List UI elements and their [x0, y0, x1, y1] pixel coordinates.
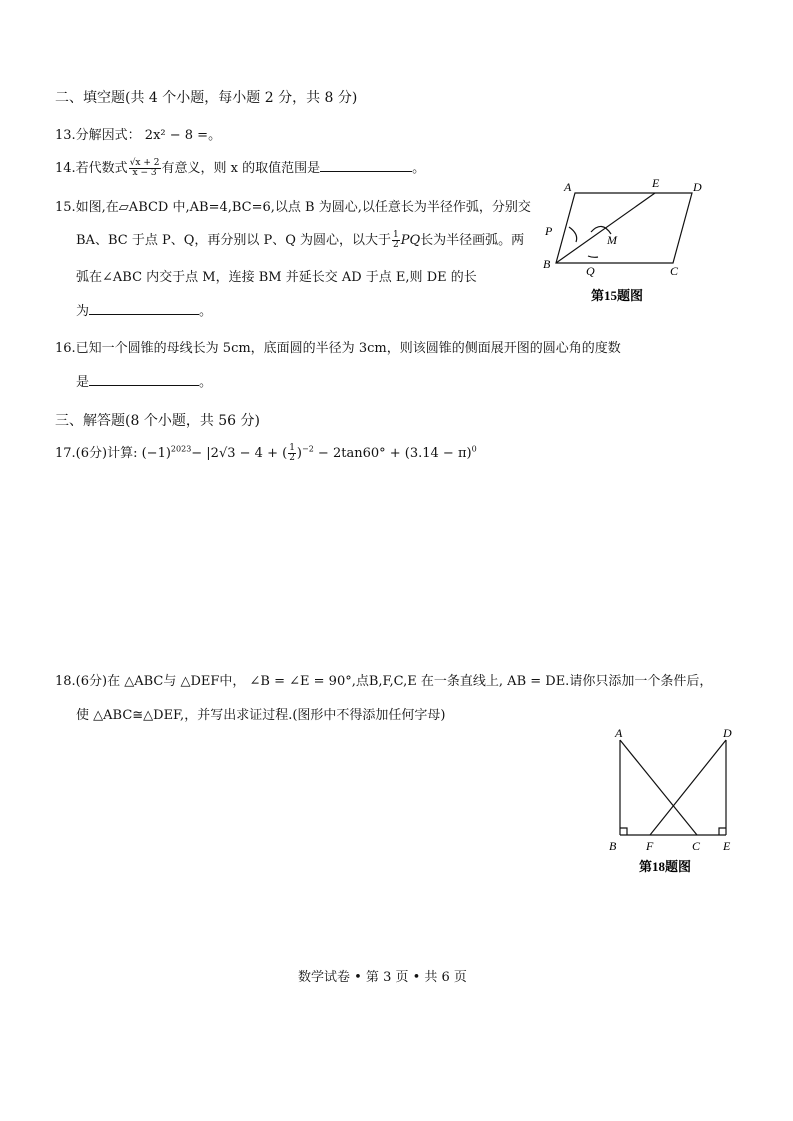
question-15-line-2-text: BA、BC 于点 P、Q，再分别以 P、Q 为圆心，以大于 [76, 233, 392, 248]
arc-at-q [588, 256, 598, 257]
label-b: B [543, 257, 551, 271]
fraction-denominator: x − 3 [132, 168, 157, 178]
label-p: P [545, 224, 553, 238]
fraction-numerator: 1 [393, 230, 399, 240]
question-15-line-2-tail: 长为半径画弧。两 [420, 233, 525, 248]
figure-18-caption: 第18题图 [639, 859, 692, 874]
question-17-label: 17.(6分)计算: [55, 446, 142, 461]
question-16-line-2 [76, 371, 212, 390]
segment-ac [620, 740, 697, 835]
question-16-line-2-text: 是 [76, 375, 90, 390]
question-15-line-2 [76, 229, 524, 250]
label-q: Q [586, 264, 595, 278]
answer-blank-14 [320, 157, 412, 172]
label-d: D [693, 180, 702, 194]
fraction-numerator: 1 [289, 443, 295, 453]
question-17: 17.(6分)计算: $(-1)^{2023}- |2√3 - 4$ + ( $\frac{1}{2}$ )$^{-2} - 2\tan 60^\circ + (3.14 - \pi)^0$ [55, 443, 477, 463]
question-15-end: 。 [199, 304, 213, 319]
section-2-title: 二、填空题(共 4 个小题，每小题 2 分，共 8 分) [55, 90, 358, 106]
question-15-line-1: 15.如图,在▱ABCD 中,AB=4,BC=6,以点 B 为圆心,以任意长为半径作弧，分别交 [55, 200, 531, 215]
question-16-line-1: 16.已知一个圆锥的母线长为 5cm，底面圆的半径为 3cm，则该圆锥的侧面展开图的圆心角的度数 [55, 341, 621, 356]
expr-abs: − |2√3 − 4 + [191, 446, 283, 461]
label-b: B [609, 839, 617, 853]
label-a: A [615, 726, 623, 740]
half-fraction [392, 231, 400, 250]
question-14-fraction [129, 159, 161, 178]
right-angle-e [719, 828, 726, 835]
label-m: M [607, 233, 617, 247]
parallelogram-abcd [556, 193, 692, 263]
answer-blank-15 [89, 300, 199, 315]
question-14-end: 。 [412, 161, 426, 176]
question-14-prefix: 14.若代数式 [55, 161, 128, 176]
label-a: A [564, 180, 572, 194]
question-15-line-4-text: 为 [76, 304, 90, 319]
exponent-2023: 2023 [170, 444, 192, 454]
answer-blank-16 [89, 371, 199, 386]
question-13: 13.分解因式： 2x² − 8 =。 [55, 128, 222, 143]
figure-15-parallelogram [536, 172, 716, 306]
section-3-title: 三、解答题(8 个小题，共 56 分) [55, 413, 260, 429]
question-14 [55, 157, 425, 178]
figure-18-triangles [604, 722, 744, 882]
question-16-end: 。 [199, 375, 213, 390]
label-c: C [670, 264, 679, 278]
segment-df [650, 740, 726, 835]
expr-tan-pi: − 2tan60° + (3.14 − π) [313, 446, 472, 461]
question-15-line-3: 弧在∠ABC 内交于点 M，连接 BM 并延长交 AD 于点 E,则 DE 的长 [76, 270, 477, 285]
right-angle-b [620, 828, 627, 835]
label-e: E [652, 176, 660, 190]
half-fraction [288, 444, 296, 463]
expr-neg-one: (−1) [141, 446, 171, 461]
label-d: D [723, 726, 732, 740]
segment-pq: PQ [400, 233, 421, 248]
question-14-suffix: 有意义，则 x 的取值范围是 [161, 161, 321, 176]
question-18-line-2: 使 △ABC≅△DEF,，并写出求证过程.(图形中不得添加任何字母) [76, 708, 446, 723]
label-e: E [723, 839, 731, 853]
question-18-line-1: 18.(6分)在 △ABC与 △DEF中， ∠B = ∠E = 90°,点B,F,C,E 在一条直线上, AB = DE.请你只添加一个条件后， [55, 674, 713, 689]
question-15-line-4 [76, 300, 212, 319]
page-footer: 数学试卷 • 第 3 页 • 共 6 页 [298, 970, 467, 985]
figure-15-caption: 第15题图 [591, 288, 644, 303]
arc-at-p [569, 227, 577, 242]
exponent-zero: 0 [471, 444, 477, 454]
fraction-denominator: 2 [393, 240, 399, 250]
label-f: F [646, 839, 654, 853]
fraction-numerator: √x + 2 [129, 158, 160, 168]
fraction-denominator: 2 [289, 453, 295, 463]
exponent-neg-2: −2 [302, 444, 314, 454]
label-c: C [692, 839, 701, 853]
